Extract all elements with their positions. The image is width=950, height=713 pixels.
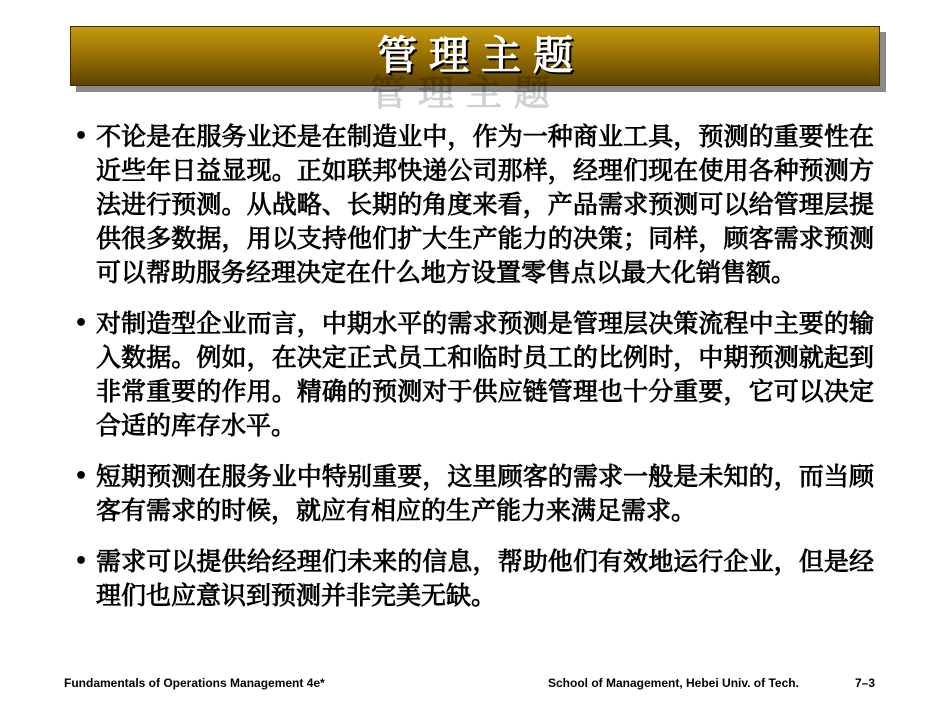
footer-book-title: Fundamentals of Operations Management 4e*: [64, 676, 325, 690]
bullet-text: 对制造型企业而言，中期水平的需求预测是管理层决策流程中主要的输入数据。例如，在决定正式员工和临时员工的比例时，中期预测就起到非常重要的作用。精确的预测对于供应链管理也十分重要，它可以决定合适的库存水平。: [96, 309, 874, 440]
bullet-icon: •: [74, 549, 89, 574]
bullet-icon: •: [74, 311, 89, 336]
bullet-item: [74, 120, 874, 290]
bullet-icon: •: [74, 124, 89, 149]
footer-page-number: 7–3: [855, 676, 876, 690]
title-shadow-echo: 管理主题: [370, 73, 563, 114]
bullet-item: [74, 545, 874, 613]
bullet-item: [74, 460, 874, 528]
bullet-text: 需求可以提供给经理们未来的信息，帮助他们有效地运行企业，但是经理们也应意识到预测并非完美无缺。: [96, 547, 874, 610]
slide-title: 管理主题: [377, 33, 585, 79]
bullet-text: 短期预测在服务业中特别重要，这里顾客的需求一般是未知的，而当顾客有需求的时候，就应有相应的生产能力来满足需求。: [96, 462, 874, 525]
footer-school: School of Management, Hebei Univ. of Tech.: [548, 676, 799, 690]
bullet-list: [74, 120, 874, 630]
bullet-item: [74, 307, 874, 443]
bullet-text: 不论是在服务业还是在制造业中，作为一种商业工具，预测的重要性在近些年日益显现。正如联邦快递公司那样，经理们现在使用各种预测方法进行预测。从战略、长期的角度来看，产品需求预测可以给管理层提供很多数据，用以支持他们扩大生产能力的决策；同样，顾客需求预测可以帮助服务经理决定在什么地方设置零售点以最大化销售额。: [96, 122, 874, 287]
bullet-icon: •: [74, 464, 89, 489]
